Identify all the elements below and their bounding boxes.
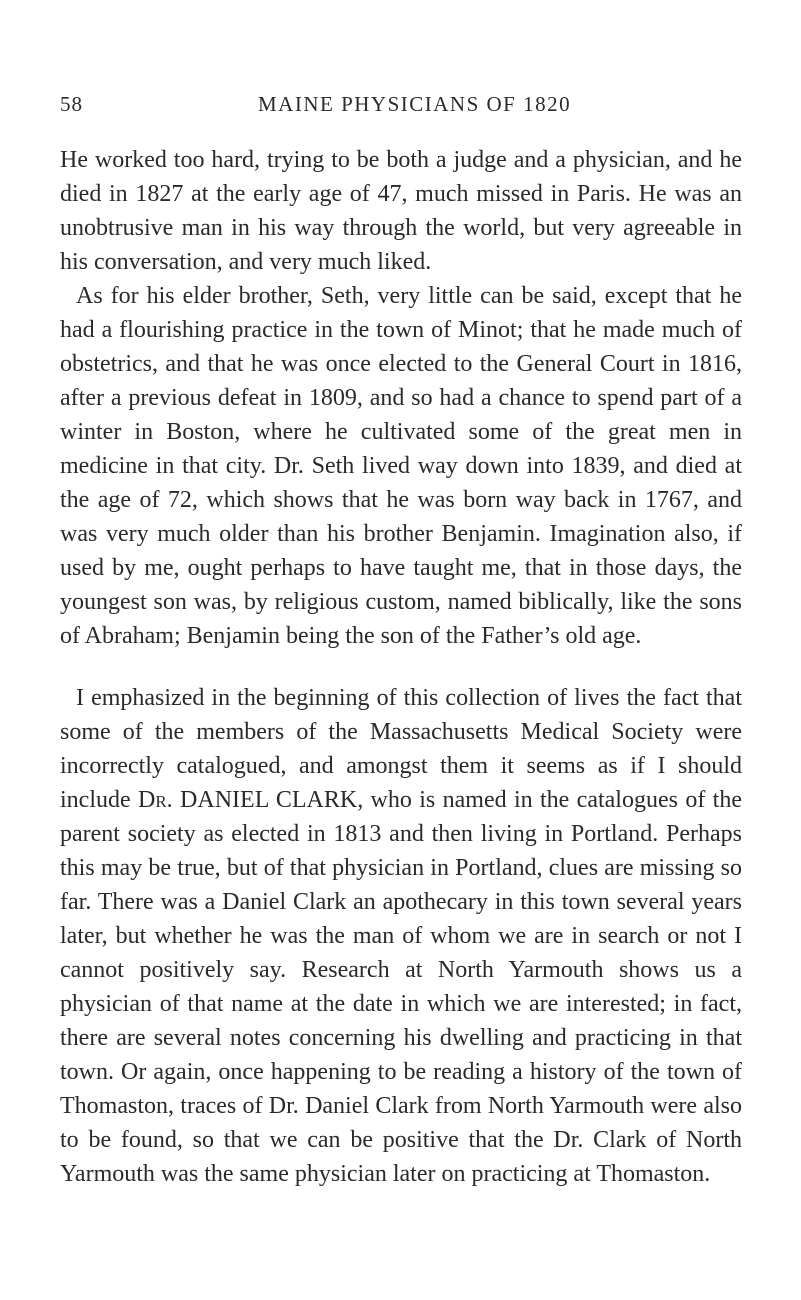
body-text <box>60 143 742 1191</box>
paragraph-1: He worked too hard, trying to be both a judge and a physician, and he died in 1827 at the early age of 47, much missed in Paris. He was an unobtrusive man in his way through the world, but very agreeable in his conversation, and very much liked. <box>60 147 742 275</box>
running-head <box>60 92 742 122</box>
physician-name: Dr. DANIEL CLARK <box>138 787 358 813</box>
paragraph-3-before-name: I emphasized in the beginning of this collection of lives the fact that some of the members of the Massachusetts Medical Society were incorrectly catalogued, and amongst them it seems as if I should include <box>60 685 742 813</box>
page-number: 58 <box>60 92 83 116</box>
paragraph-3 <box>60 681 742 1191</box>
paragraph-3-after-name: , who is named in the catalogues of the parent society as elected in 1813 and then living in Portland. Perhaps this may be true, but of that physician in Portland, clues are missing so far. There was a Daniel Clark an apothecary in this town several years later, but whether he was the man of whom we are in search or not I cannot positively say. Research at North Yarmouth shows us a physician of that name at the date in which we are interested; in fact, there are several notes concerning his dwelling and practicing in that town. Or again, once happening to be reading a history of the town of Thomaston, traces of Dr. Daniel Clark from North Yarmouth were also to be found, so that we can be positive that the Dr. Clark of North Yarmouth was the same physician later on practicing at Thomaston. <box>60 787 743 1187</box>
paragraph-2: As for his elder brother, Seth, very little can be said, except that he had a flourishing practice in the town of Minot; that he made much of obstetrics, and that he was once elected to the General Court in 1816, after a previous defeat in 1809, and so had a chance to spend part of a winter in Boston, where he cultivated some of the great men in medicine in that city. Dr. Seth lived way down into 1839, and died at the age of 72, which shows that he was born way back in 1767, and was very much older than his brother Benjamin. Imagination also, if used by me, ought perhaps to have taught me, that in those days, the youngest son was, by religious custom, named biblically, like the sons of Abraham; Benjamin being the son of the Father’s old age. <box>60 283 742 649</box>
running-title: MAINE PHYSICIANS OF 1820 <box>258 92 572 116</box>
